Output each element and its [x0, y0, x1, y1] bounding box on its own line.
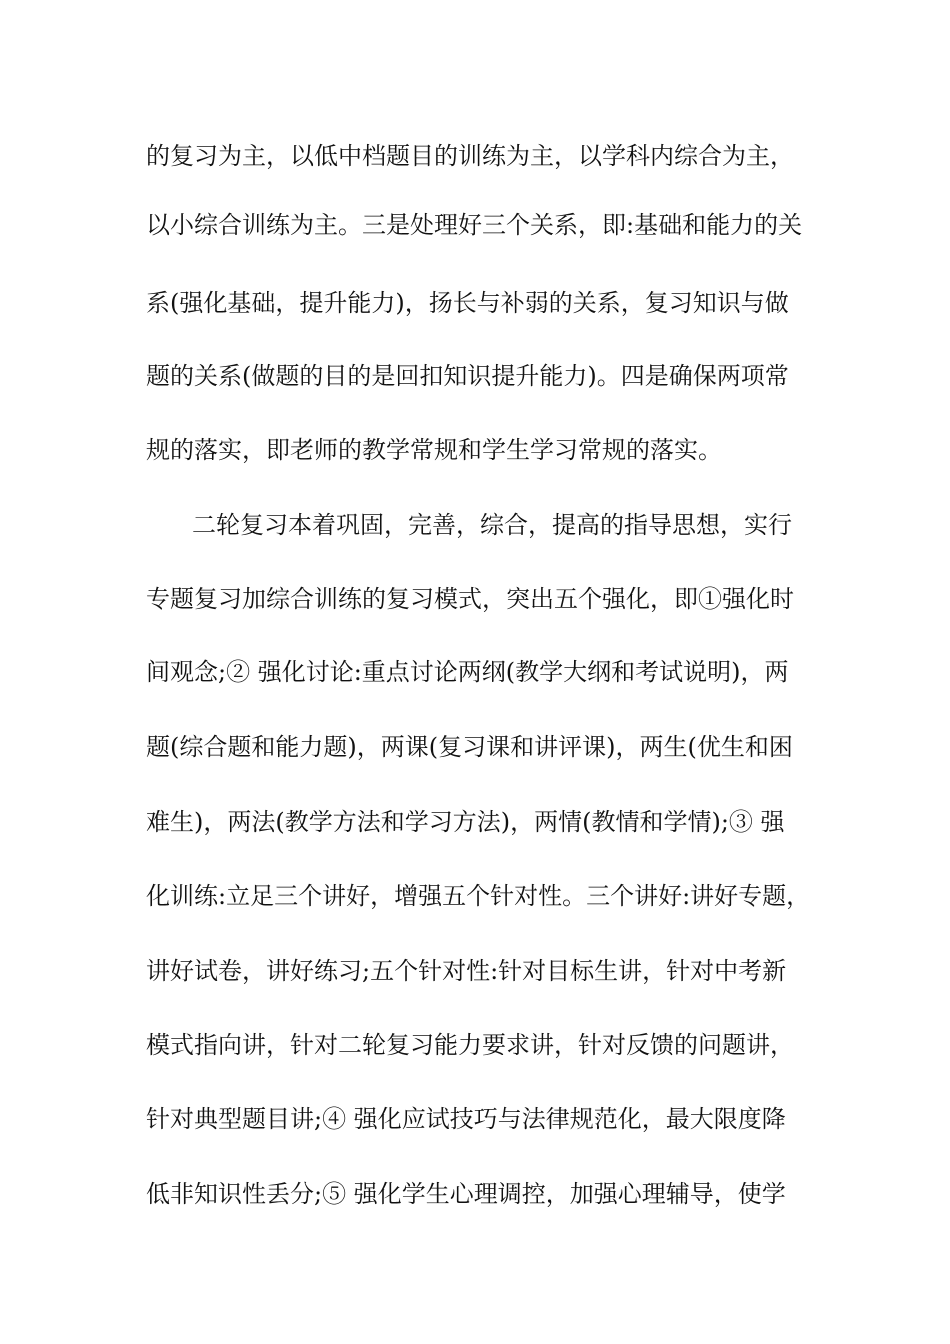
text-line-8: 间观念;② 强化讨论:重点讨论两纲(教学大纲和考试说明)，两 [146, 658, 789, 686]
text-line-6-paragraph-start: 二轮复习本着巩固，完善，综合，提高的指导思想，实行 [192, 511, 792, 539]
text-line-1: 的复习为主，以低中档题目的训练为主，以学科内综合为主， [146, 142, 794, 170]
text-line-7: 专题复习加综合训练的复习模式，突出五个强化，即①强化时 [146, 585, 794, 613]
text-line-15: 低非知识性丢分;⑤ 强化学生心理调控，加强心理辅导，使学 [146, 1180, 786, 1208]
text-line-14: 针对典型题目讲;④ 强化应试技巧与法律规范化，最大限度降 [146, 1105, 786, 1133]
text-line-4: 题的关系(做题的目的是回扣知识提升能力)。四是确保两项常 [146, 362, 789, 390]
text-line-13: 模式指向讲，针对二轮复习能力要求讲，针对反馈的问题讲， [146, 1031, 794, 1059]
text-line-11: 化训练:立足三个讲好，增强五个针对性。三个讲好:讲好专题， [146, 882, 811, 910]
text-line-12: 讲好试卷，讲好练习;五个针对性:针对目标生讲，针对中考新 [146, 957, 787, 985]
text-line-2: 以小综合训练为主。三是处理好三个关系，即:基础和能力的关 [146, 211, 803, 239]
text-line-10: 难生)，两法(教学方法和学习方法)，两情(教情和学情);③ 强 [146, 808, 785, 836]
text-line-5: 规的落实，即老师的教学常规和学生学习常规的落实。 [146, 436, 722, 464]
text-line-3: 系(强化基础，提升能力)，扬长与补弱的关系，复习知识与做 [146, 289, 789, 317]
text-line-9: 题(综合题和能力题)，两课(复习课和讲评课)，两生(优生和困 [146, 733, 793, 761]
